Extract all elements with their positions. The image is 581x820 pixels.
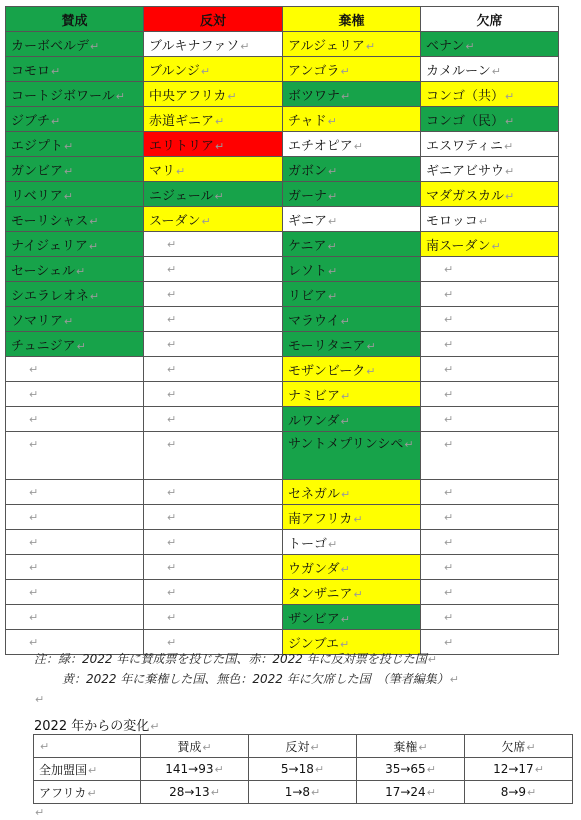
country-name: モーリタニア bbox=[288, 338, 366, 354]
paragraph-mark: ↵ bbox=[444, 387, 454, 401]
country-name: エリトリア bbox=[149, 138, 215, 154]
vote-table-row bbox=[6, 357, 559, 382]
vote-cell bbox=[283, 132, 421, 157]
vote-cell bbox=[283, 555, 421, 580]
vote-cell bbox=[283, 432, 421, 480]
vote-cell bbox=[421, 282, 559, 307]
blank-paragraph-end: ↵ bbox=[35, 806, 45, 819]
paragraph-mark: ↵ bbox=[444, 438, 454, 451]
vote-table-row bbox=[6, 382, 559, 407]
vote-table-row bbox=[6, 157, 559, 182]
header-against: 反対 bbox=[144, 7, 283, 32]
vote-table-row bbox=[6, 232, 559, 257]
paragraph-mark: ↵ bbox=[491, 64, 501, 78]
country-name: サントメプリンシペ bbox=[288, 437, 404, 452]
vote-cell bbox=[144, 57, 283, 82]
change-cell: 全加盟国↵ bbox=[34, 758, 141, 781]
vote-cell bbox=[421, 307, 559, 332]
paragraph-mark: ↵ bbox=[503, 139, 514, 153]
vote-cell bbox=[144, 605, 283, 630]
vote-cell bbox=[283, 207, 421, 232]
country-name: モロッコ bbox=[426, 213, 478, 229]
paragraph-mark: ↵ bbox=[366, 339, 376, 353]
country-name: ニジェール bbox=[149, 188, 214, 204]
vote-cell bbox=[421, 580, 559, 605]
change-cell: 欠席↵ bbox=[465, 735, 573, 758]
vote-cell bbox=[283, 580, 421, 605]
country-name: 南スーダン bbox=[426, 238, 491, 254]
country-name: アンゴラ bbox=[288, 63, 340, 79]
paragraph-mark: ↵ bbox=[215, 139, 225, 153]
paragraph-mark: ↵ bbox=[328, 164, 338, 178]
paragraph-mark: ↵ bbox=[505, 189, 515, 203]
vote-cell bbox=[421, 555, 559, 580]
country-name: ブルンジ bbox=[149, 63, 200, 79]
vote-table-row bbox=[6, 257, 559, 282]
vote-cell bbox=[283, 232, 421, 257]
paragraph-mark: ↵ bbox=[444, 510, 454, 524]
country-name: ブルキナファソ bbox=[149, 38, 240, 54]
country-name: スーダン bbox=[149, 213, 201, 229]
paragraph-mark: ↵ bbox=[444, 635, 454, 649]
vote-cell bbox=[421, 182, 559, 207]
vote-cell bbox=[6, 182, 144, 207]
paragraph-mark: ↵ bbox=[64, 314, 74, 328]
vote-table-row bbox=[6, 555, 559, 580]
country-name: マリ bbox=[149, 163, 176, 179]
paragraph-mark: ↵ bbox=[167, 438, 177, 451]
country-name: リベリア bbox=[11, 188, 63, 204]
paragraph-mark: ↵ bbox=[167, 262, 177, 276]
country-name: カメルーン bbox=[426, 63, 491, 79]
vote-cell bbox=[6, 307, 144, 332]
vote-cell bbox=[283, 257, 421, 282]
country-name: セネガル bbox=[288, 486, 341, 502]
change-cell: 141→93↵ bbox=[141, 758, 249, 781]
change-cell: 棄権↵ bbox=[357, 735, 465, 758]
country-name: ガボン bbox=[288, 163, 328, 179]
change-table-header-row bbox=[34, 735, 573, 758]
country-name: レソト bbox=[288, 263, 328, 279]
vote-cell bbox=[6, 407, 144, 432]
vote-cell bbox=[144, 257, 283, 282]
paragraph-mark: ↵ bbox=[90, 39, 100, 53]
vote-cell bbox=[6, 530, 144, 555]
paragraph-mark: ↵ bbox=[444, 610, 454, 624]
paragraph-mark: ↵ bbox=[89, 214, 99, 228]
country-name: ルワンダ bbox=[288, 413, 340, 429]
vote-cell bbox=[144, 382, 283, 407]
change-cell: 1→8↵ bbox=[249, 781, 357, 804]
header-favor: 賛成 bbox=[6, 7, 144, 32]
vote-cell bbox=[6, 257, 144, 282]
vote-table-row bbox=[6, 282, 559, 307]
vote-cell bbox=[421, 232, 559, 257]
paragraph-mark: ↵ bbox=[327, 114, 337, 128]
header-abstain: 棄権 bbox=[283, 7, 421, 32]
paragraph-mark: ↵ bbox=[340, 562, 350, 576]
country-name: アルジェリア bbox=[288, 38, 365, 54]
vote-cell bbox=[283, 480, 421, 505]
vote-cell bbox=[144, 282, 283, 307]
country-name: セーシェル bbox=[11, 263, 75, 279]
vote-cell bbox=[421, 382, 559, 407]
vote-cell bbox=[283, 357, 421, 382]
note-line-2: 黄：2022 年に棄権した国、無色：2022 年に欠席した国 （筆者編集）↵ bbox=[62, 672, 459, 686]
paragraph-mark: ↵ bbox=[328, 214, 338, 228]
vote-cell bbox=[6, 232, 144, 257]
country-name: チュニジア bbox=[11, 338, 76, 354]
vote-cell bbox=[421, 82, 559, 107]
paragraph-mark: ↵ bbox=[366, 364, 376, 378]
vote-cell bbox=[144, 432, 283, 480]
vote-cell bbox=[421, 505, 559, 530]
paragraph-mark: ↵ bbox=[327, 239, 337, 253]
vote-table-row bbox=[6, 32, 559, 57]
paragraph-mark: ↵ bbox=[167, 485, 177, 499]
vote-cell bbox=[283, 32, 421, 57]
paragraph-mark: ↵ bbox=[444, 560, 454, 574]
paragraph-mark: ↵ bbox=[29, 438, 39, 451]
paragraph-mark: ↵ bbox=[167, 412, 177, 426]
vote-cell bbox=[421, 480, 559, 505]
paragraph-mark: ↵ bbox=[365, 39, 376, 53]
vote-table-row bbox=[6, 530, 559, 555]
paragraph-mark: ↵ bbox=[76, 339, 86, 353]
paragraph-mark: ↵ bbox=[444, 337, 454, 351]
paragraph-mark: ↵ bbox=[444, 312, 454, 326]
change-cell: 反対↵ bbox=[249, 735, 357, 758]
country-name: ザンビア bbox=[288, 611, 340, 627]
paragraph-mark: ↵ bbox=[444, 585, 454, 599]
paragraph-mark: ↵ bbox=[167, 510, 177, 524]
vote-cell bbox=[6, 480, 144, 505]
country-name: マダガスカル bbox=[426, 188, 505, 204]
country-name: タンザニア bbox=[288, 586, 353, 602]
country-name: ベナン bbox=[426, 38, 465, 54]
paragraph-mark: ↵ bbox=[51, 64, 61, 78]
vote-table-row bbox=[6, 480, 559, 505]
header-absent: 欠席 bbox=[421, 7, 559, 32]
vote-cell bbox=[6, 107, 144, 132]
paragraph-mark: ↵ bbox=[340, 414, 350, 428]
paragraph-mark: ↵ bbox=[478, 214, 488, 228]
vote-cell bbox=[144, 307, 283, 332]
vote-cell bbox=[421, 157, 559, 182]
paragraph-mark: ↵ bbox=[353, 512, 363, 526]
vote-cell bbox=[6, 282, 144, 307]
vote-cell bbox=[421, 257, 559, 282]
vote-cell bbox=[283, 407, 421, 432]
paragraph-mark: ↵ bbox=[340, 64, 350, 78]
vote-table-row bbox=[6, 132, 559, 157]
country-name: 赤道ギニア bbox=[149, 113, 215, 129]
paragraph-mark: ↵ bbox=[444, 412, 454, 426]
change-cell: 28→13↵ bbox=[141, 781, 249, 804]
vote-cell bbox=[421, 605, 559, 630]
country-name: コンゴ（民） bbox=[426, 113, 505, 129]
vote-table-row bbox=[6, 57, 559, 82]
country-name: ナミビア bbox=[288, 388, 341, 404]
change-table bbox=[33, 734, 573, 804]
vote-cell bbox=[283, 332, 421, 357]
paragraph-mark: ↵ bbox=[176, 164, 186, 178]
change-table-row bbox=[34, 758, 573, 781]
paragraph-mark: ↵ bbox=[465, 39, 475, 53]
country-name: ボツワナ bbox=[288, 88, 341, 104]
vote-cell bbox=[144, 580, 283, 605]
vote-cell bbox=[421, 207, 559, 232]
vote-cell bbox=[6, 505, 144, 530]
vote-cell bbox=[283, 530, 421, 555]
paragraph-mark: ↵ bbox=[505, 89, 515, 103]
vote-cell bbox=[421, 57, 559, 82]
vote-cell bbox=[144, 82, 283, 107]
vote-cell bbox=[283, 382, 421, 407]
country-name: コートジボワール bbox=[11, 88, 115, 104]
paragraph-mark: ↵ bbox=[444, 362, 454, 376]
vote-table-row bbox=[6, 332, 559, 357]
change-cell: 5→18↵ bbox=[249, 758, 357, 781]
change-cell: 12→17↵ bbox=[465, 758, 573, 781]
paragraph-mark: ↵ bbox=[63, 189, 73, 203]
vote-cell bbox=[283, 505, 421, 530]
country-name: マラウイ bbox=[288, 313, 340, 329]
country-name: ソマリア bbox=[11, 313, 64, 329]
change-cell: 賛成↵ bbox=[141, 735, 249, 758]
vote-table-row bbox=[6, 505, 559, 530]
vote-cell bbox=[144, 132, 283, 157]
paragraph-mark: ↵ bbox=[167, 635, 177, 649]
country-name: ケニア bbox=[288, 238, 327, 254]
paragraph-mark: ↵ bbox=[167, 585, 177, 599]
paragraph-mark: ↵ bbox=[505, 164, 515, 178]
change-cell: 17→24↵ bbox=[357, 781, 465, 804]
vote-cell bbox=[6, 32, 144, 57]
vote-cell bbox=[421, 407, 559, 432]
paragraph-mark: ↵ bbox=[353, 587, 363, 601]
country-name: カーボベルデ bbox=[11, 38, 90, 54]
vote-cell bbox=[144, 107, 283, 132]
paragraph-mark: ↵ bbox=[167, 312, 177, 326]
vote-table-row bbox=[6, 432, 559, 480]
country-name: リビア bbox=[288, 288, 328, 304]
paragraph-mark: ↵ bbox=[341, 487, 351, 501]
note-line-1: 注：緑：2022 年に賛成票を投じた国、赤：2022 年に反対票を投じた国↵ bbox=[34, 652, 437, 666]
country-name: ジブチ bbox=[11, 113, 51, 129]
country-name: 中央アフリカ bbox=[149, 88, 227, 104]
paragraph-mark: ↵ bbox=[167, 387, 177, 401]
paragraph-mark: ↵ bbox=[214, 189, 224, 203]
paragraph-mark: ↵ bbox=[444, 262, 454, 276]
change-cell: 8→9↵ bbox=[465, 781, 573, 804]
vote-cell bbox=[144, 32, 283, 57]
vote-cell bbox=[421, 132, 559, 157]
vote-cell bbox=[144, 357, 283, 382]
vote-cell bbox=[283, 82, 421, 107]
vote-cell bbox=[144, 157, 283, 182]
paragraph-mark: ↵ bbox=[340, 612, 350, 626]
country-name: ガンビア bbox=[11, 163, 64, 179]
vote-table-row bbox=[6, 407, 559, 432]
paragraph-mark: ↵ bbox=[29, 510, 39, 524]
paragraph-mark: ↵ bbox=[201, 214, 211, 228]
country-name: シエラレオネ bbox=[11, 288, 89, 304]
paragraph-mark: ↵ bbox=[240, 39, 250, 53]
country-name: モーリシャス bbox=[11, 213, 89, 229]
paragraph-mark: ↵ bbox=[29, 585, 39, 599]
paragraph-mark: ↵ bbox=[29, 610, 39, 624]
vote-table-row bbox=[6, 82, 559, 107]
paragraph-mark: ↵ bbox=[29, 560, 39, 574]
change-cell: アフリカ↵ bbox=[34, 781, 141, 804]
vote-cell bbox=[283, 605, 421, 630]
paragraph-mark: ↵ bbox=[200, 64, 211, 78]
vote-cell bbox=[144, 480, 283, 505]
paragraph-mark: ↵ bbox=[29, 485, 39, 499]
change-title: 2022 年からの変化↵ bbox=[34, 719, 160, 734]
vote-cell bbox=[421, 357, 559, 382]
country-name: ギニアビサウ bbox=[426, 163, 505, 179]
change-table-row bbox=[34, 781, 573, 804]
vote-cell bbox=[283, 107, 421, 132]
country-name: ガーナ bbox=[288, 188, 328, 204]
paragraph-mark: ↵ bbox=[75, 264, 86, 278]
vote-cell bbox=[6, 580, 144, 605]
country-name: トーゴ bbox=[288, 536, 328, 552]
paragraph-mark: ↵ bbox=[491, 239, 501, 253]
vote-cell bbox=[283, 57, 421, 82]
change-cell: 35→65↵ bbox=[357, 758, 465, 781]
vote-cell bbox=[421, 32, 559, 57]
vote-table-row bbox=[6, 580, 559, 605]
vote-table bbox=[5, 6, 559, 655]
paragraph-mark: ↵ bbox=[29, 535, 39, 549]
vote-cell bbox=[283, 307, 421, 332]
blank-paragraph: ↵ bbox=[35, 693, 45, 706]
vote-cell bbox=[421, 107, 559, 132]
paragraph-mark: ↵ bbox=[64, 139, 74, 153]
country-name: エスワティニ bbox=[426, 138, 503, 154]
vote-table-row bbox=[6, 107, 559, 132]
vote-cell bbox=[144, 407, 283, 432]
vote-cell bbox=[6, 382, 144, 407]
vote-cell bbox=[144, 530, 283, 555]
vote-table-row bbox=[6, 307, 559, 332]
vote-cell bbox=[283, 157, 421, 182]
vote-cell bbox=[421, 332, 559, 357]
paragraph-mark: ↵ bbox=[64, 164, 74, 178]
vote-cell bbox=[144, 555, 283, 580]
paragraph-mark: ↵ bbox=[341, 89, 351, 103]
paragraph-mark: ↵ bbox=[328, 537, 338, 551]
vote-cell bbox=[421, 530, 559, 555]
vote-cell bbox=[6, 57, 144, 82]
country-name: エジプト bbox=[11, 138, 64, 154]
paragraph-mark: ↵ bbox=[51, 114, 61, 128]
paragraph-mark: ↵ bbox=[167, 237, 177, 251]
paragraph-mark: ↵ bbox=[167, 337, 177, 351]
vote-cell bbox=[6, 432, 144, 480]
vote-cell bbox=[283, 282, 421, 307]
paragraph-mark: ↵ bbox=[167, 560, 177, 574]
paragraph-mark: ↵ bbox=[444, 287, 454, 301]
vote-cell bbox=[144, 505, 283, 530]
vote-cell bbox=[6, 207, 144, 232]
vote-cell bbox=[6, 132, 144, 157]
vote-table-row bbox=[6, 182, 559, 207]
country-name: コンゴ（共） bbox=[426, 88, 505, 104]
country-name: ジンブエ bbox=[288, 636, 340, 652]
vote-cell bbox=[6, 357, 144, 382]
paragraph-mark: ↵ bbox=[29, 412, 39, 426]
vote-cell bbox=[283, 182, 421, 207]
country-name: ギニア bbox=[288, 213, 328, 229]
paragraph-mark: ↵ bbox=[444, 535, 454, 549]
country-name: エチオピア bbox=[288, 138, 353, 154]
vote-cell bbox=[6, 555, 144, 580]
vote-table-row bbox=[6, 605, 559, 630]
paragraph-mark: ↵ bbox=[88, 239, 99, 253]
paragraph-mark: ↵ bbox=[341, 389, 351, 403]
vote-cell bbox=[6, 605, 144, 630]
paragraph-mark: ↵ bbox=[215, 114, 225, 128]
paragraph-mark: ↵ bbox=[328, 189, 338, 203]
paragraph-mark: ↵ bbox=[328, 264, 338, 278]
paragraph-mark: ↵ bbox=[353, 139, 363, 153]
paragraph-mark: ↵ bbox=[29, 635, 39, 649]
paragraph-mark: ↵ bbox=[340, 314, 350, 328]
country-name: ナイジェリア bbox=[11, 238, 88, 254]
vote-table-row bbox=[6, 207, 559, 232]
change-cell: ↵ bbox=[34, 735, 141, 758]
paragraph-mark: ↵ bbox=[444, 485, 454, 499]
paragraph-mark: ↵ bbox=[167, 287, 177, 301]
country-name: 南アフリカ bbox=[288, 511, 353, 527]
country-name: チャド bbox=[288, 113, 327, 129]
paragraph-mark: ↵ bbox=[227, 89, 237, 103]
paragraph-mark: ↵ bbox=[328, 289, 338, 303]
vote-cell bbox=[144, 332, 283, 357]
paragraph-mark: ↵ bbox=[29, 387, 39, 401]
paragraph-mark: ↵ bbox=[505, 114, 515, 128]
paragraph-mark: ↵ bbox=[404, 438, 414, 451]
paragraph-mark: ↵ bbox=[29, 362, 39, 376]
vote-cell bbox=[421, 630, 559, 655]
paragraph-mark: ↵ bbox=[340, 637, 350, 651]
country-name: ウガンダ bbox=[288, 561, 340, 577]
paragraph-mark: ↵ bbox=[167, 535, 177, 549]
vote-cell bbox=[144, 232, 283, 257]
vote-cell bbox=[421, 432, 559, 480]
vote-cell bbox=[6, 332, 144, 357]
vote-cell bbox=[144, 207, 283, 232]
paragraph-mark: ↵ bbox=[89, 289, 100, 303]
vote-cell bbox=[6, 82, 144, 107]
vote-cell bbox=[144, 182, 283, 207]
vote-cell bbox=[6, 157, 144, 182]
country-name: コモロ bbox=[11, 63, 51, 79]
vote-table-header-row bbox=[6, 7, 559, 32]
paragraph-mark: ↵ bbox=[167, 362, 177, 376]
paragraph-mark: ↵ bbox=[115, 89, 125, 103]
paragraph-mark: ↵ bbox=[167, 610, 177, 624]
country-name: モザンビーク bbox=[288, 363, 366, 379]
